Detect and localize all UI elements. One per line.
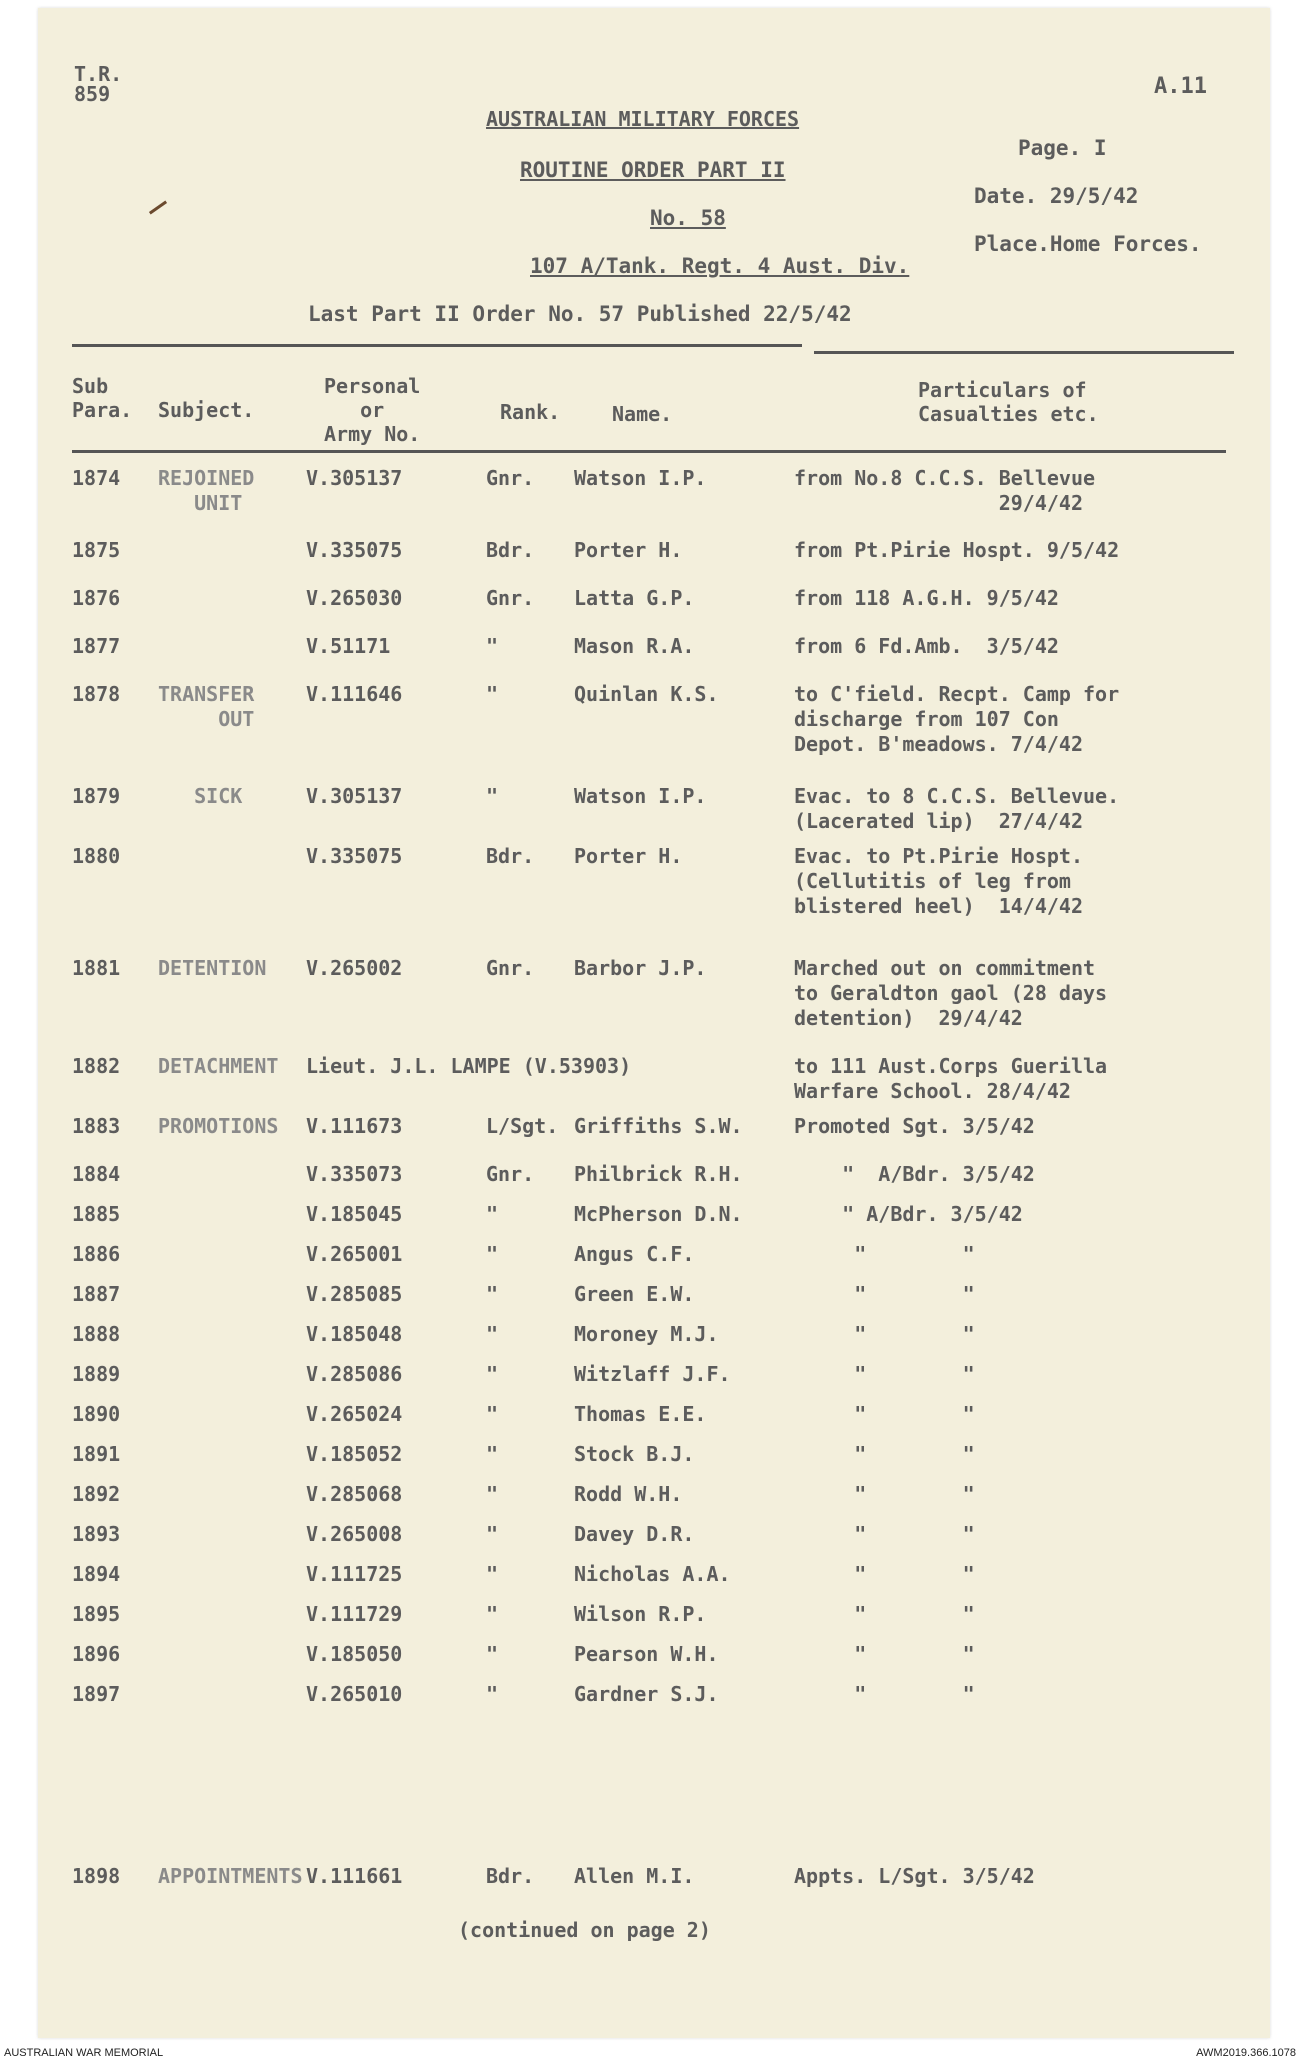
army-number-cell: V.265030 bbox=[306, 586, 403, 610]
sub-para-number: 1880 bbox=[72, 844, 121, 868]
army-number-cell: V.335075 bbox=[306, 844, 403, 868]
name-cell: Mason R.A. bbox=[574, 634, 695, 658]
army-number-cell: V.335073 bbox=[306, 1162, 403, 1186]
continued-note: (continued on page 2) bbox=[458, 1918, 711, 1942]
document-page bbox=[38, 8, 1270, 2038]
rank-cell: " bbox=[486, 1482, 499, 1506]
rank-cell: " bbox=[486, 634, 499, 658]
particulars-cell: from Pt.Pirie Hospt. 9/5/42 bbox=[794, 538, 1120, 562]
rank-cell: " bbox=[486, 1202, 499, 1226]
name-cell: Moroney M.J. bbox=[574, 1322, 719, 1346]
reference-code bbox=[74, 64, 122, 104]
army-number-cell: V.285086 bbox=[306, 1362, 403, 1386]
sub-para-number: 1897 bbox=[72, 1682, 121, 1706]
table-row bbox=[38, 1362, 1270, 1402]
table-row bbox=[38, 1054, 1270, 1103]
rank-cell: " bbox=[486, 682, 499, 706]
rank-cell: Bdr. bbox=[486, 844, 535, 868]
page-label: Page. I bbox=[1018, 136, 1107, 160]
table-row bbox=[38, 1562, 1270, 1602]
particulars-cell: Evac. to Pt.Pirie Hospt. (Cellutitis of leg from blistered heel) 14/4/42 bbox=[794, 844, 1083, 918]
particulars-cell: to C'field. Recpt. Camp for discharge from 107 Con Depot. B'meadows. 7/4/42 bbox=[794, 682, 1120, 756]
name-cell: Witzlaff J.F. bbox=[574, 1362, 731, 1386]
particulars-cell: " " bbox=[794, 1242, 975, 1266]
footer-right: AWM2019.366.1078 bbox=[1196, 2047, 1296, 2059]
particulars-cell: " " bbox=[794, 1482, 975, 1506]
name-cell: Griffiths S.W. bbox=[574, 1114, 743, 1138]
sub-para-number: 1876 bbox=[72, 586, 121, 610]
sub-para-number: 1894 bbox=[72, 1562, 121, 1586]
sub-para-number: 1882 bbox=[72, 1054, 121, 1078]
army-number-cell: V.265001 bbox=[306, 1242, 403, 1266]
army-number-cell: V.111673 bbox=[306, 1114, 403, 1138]
table-row bbox=[38, 586, 1270, 626]
sub-para-number: 1878 bbox=[72, 682, 121, 706]
subject-cell: SICK bbox=[158, 784, 243, 808]
particulars-cell: Evac. to 8 C.C.S. Bellevue. (Lacerated lip) 27/4/42 bbox=[794, 784, 1120, 833]
sub-para-number: 1887 bbox=[72, 1282, 121, 1306]
rank-cell: " bbox=[486, 1642, 499, 1666]
rank-cell: " bbox=[486, 1682, 499, 1706]
rank-cell: " bbox=[486, 1562, 499, 1586]
subject-cell: TRANSFER OUT bbox=[158, 682, 255, 731]
army-number-cell: V.265002 bbox=[306, 956, 403, 980]
sub-para-number: 1884 bbox=[72, 1162, 121, 1186]
place-label: Place.Home Forces. bbox=[974, 232, 1202, 256]
table-row bbox=[38, 634, 1270, 674]
particulars-cell: from 118 A.G.H. 9/5/42 bbox=[794, 586, 1059, 610]
particulars-cell: " " bbox=[794, 1682, 975, 1706]
rank-cell: Bdr. bbox=[486, 1864, 535, 1888]
particulars-cell: " " bbox=[794, 1402, 975, 1426]
order-number: No. 58 bbox=[650, 206, 726, 230]
table-row bbox=[38, 1642, 1270, 1682]
table-row bbox=[38, 538, 1270, 578]
sub-para-number: 1896 bbox=[72, 1642, 121, 1666]
col-particulars: Particulars of Casualties etc. bbox=[918, 378, 1099, 426]
table-row bbox=[38, 1282, 1270, 1322]
rank-cell: Bdr. bbox=[486, 538, 535, 562]
rank-cell: " bbox=[486, 1282, 499, 1306]
table-row bbox=[38, 1202, 1270, 1242]
army-number-cell: V.51171 bbox=[306, 634, 391, 658]
particulars-cell: " " bbox=[794, 1362, 975, 1386]
name-cell: Angus C.F. bbox=[574, 1242, 695, 1266]
name-cell: Watson I.P. bbox=[574, 784, 707, 808]
rank-cell: Gnr. bbox=[486, 956, 535, 980]
particulars-cell: " " bbox=[794, 1522, 975, 1546]
column-rule bbox=[72, 450, 1226, 453]
sub-para-number: 1890 bbox=[72, 1402, 121, 1426]
sub-para-number: 1891 bbox=[72, 1442, 121, 1466]
col-name: Name. bbox=[612, 402, 673, 426]
col-army-no: Personal or Army No. bbox=[324, 374, 421, 446]
name-cell: Thomas E.E. bbox=[574, 1402, 707, 1426]
name-cell: Latta G.P. bbox=[574, 586, 695, 610]
subject-cell: APPOINTMENTS bbox=[158, 1864, 303, 1888]
rank-cell: " bbox=[486, 1362, 499, 1386]
army-number-cell: V.111646 bbox=[306, 682, 403, 706]
name-cell: Wilson R.P. bbox=[574, 1602, 707, 1626]
sub-para-number: 1881 bbox=[72, 956, 121, 980]
army-number-cell: V.285068 bbox=[306, 1482, 403, 1506]
particulars-cell: Marched out on commitment to Geraldton gaol (28 days detention) 29/4/42 bbox=[794, 956, 1108, 1030]
army-number-cell: V.111661 bbox=[306, 1864, 403, 1888]
army-number-cell: V.305137 bbox=[306, 784, 403, 808]
name-cell: Watson I.P. bbox=[574, 466, 707, 490]
name-cell: Porter H. bbox=[574, 844, 683, 868]
rank-cell: " bbox=[486, 1602, 499, 1626]
unit-title: 107 A/Tank. Regt. 4 Aust. Div. bbox=[530, 254, 910, 278]
name-cell: Davey D.R. bbox=[574, 1522, 695, 1546]
sub-para-number: 1886 bbox=[72, 1242, 121, 1266]
rank-cell: Gnr. bbox=[486, 466, 535, 490]
last-order-line: Last Part II Order No. 57 Published 22/5/42 bbox=[308, 302, 852, 326]
army-number-cell: V.185050 bbox=[306, 1642, 403, 1666]
army-number-cell: V.265010 bbox=[306, 1682, 403, 1706]
order-type: ROUTINE ORDER PART II bbox=[520, 158, 786, 182]
name-cell: Philbrick R.H. bbox=[574, 1162, 743, 1186]
table-row bbox=[38, 1482, 1270, 1522]
subject-cell: PROMOTIONS bbox=[158, 1114, 279, 1138]
army-number-cell: V.285085 bbox=[306, 1282, 403, 1306]
rank-cell: Gnr. bbox=[486, 1162, 535, 1186]
name-cell: Green E.W. bbox=[574, 1282, 695, 1306]
org-title: AUSTRALIAN MILITARY FORCES bbox=[486, 107, 800, 131]
date-label: Date. 29/5/42 bbox=[974, 184, 1139, 208]
name-cell: McPherson D.N. bbox=[574, 1202, 743, 1226]
name-cell: Pearson W.H. bbox=[574, 1642, 719, 1666]
particulars-cell: from No.8 C.C.S. Bellevue 29/4/42 bbox=[794, 466, 1096, 515]
sub-para-number: 1874 bbox=[72, 466, 121, 490]
particulars-cell: " " bbox=[794, 1602, 975, 1626]
table-row bbox=[38, 844, 1270, 918]
header-rule-right bbox=[814, 351, 1234, 354]
name-cell: Allen M.I. bbox=[574, 1864, 695, 1888]
particulars-cell: " " bbox=[794, 1642, 975, 1666]
footer-left: AUSTRALIAN WAR MEMORIAL bbox=[4, 2047, 164, 2059]
reference-number: 859 bbox=[74, 82, 111, 106]
name-cell: Porter H. bbox=[574, 538, 683, 562]
particulars-cell: Promoted Sgt. 3/5/42 bbox=[794, 1114, 1035, 1138]
table-row bbox=[38, 1442, 1270, 1482]
table-row bbox=[38, 1322, 1270, 1362]
sub-para-number: 1898 bbox=[72, 1864, 121, 1888]
rank-cell: " bbox=[486, 1402, 499, 1426]
sub-para-number: 1879 bbox=[72, 784, 121, 808]
name-cell: Stock B.J. bbox=[574, 1442, 695, 1466]
army-number-cell: V.185048 bbox=[306, 1322, 403, 1346]
army-number-cell: V.111729 bbox=[306, 1602, 403, 1626]
sub-para-number: 1875 bbox=[72, 538, 121, 562]
table-row bbox=[38, 1682, 1270, 1722]
particulars-cell: " " bbox=[794, 1442, 975, 1466]
table-row bbox=[38, 682, 1270, 756]
army-number-cell: V.185045 bbox=[306, 1202, 403, 1226]
table-row bbox=[38, 1242, 1270, 1282]
name-cell: Nicholas A.A. bbox=[574, 1562, 731, 1586]
army-number-cell: V.265024 bbox=[306, 1402, 403, 1426]
subject-cell: REJOINED UNIT bbox=[158, 466, 255, 515]
sub-para-number: 1889 bbox=[72, 1362, 121, 1386]
reference-tr: T.R. bbox=[74, 62, 123, 86]
subject-cell: DETENTION bbox=[158, 956, 267, 980]
particulars-cell: " " bbox=[794, 1282, 975, 1306]
particulars-cell: " " bbox=[794, 1322, 975, 1346]
name-cell: Barbor J.P. bbox=[574, 956, 707, 980]
rank-cell: " bbox=[486, 1442, 499, 1466]
particulars-cell: " A/Bdr. 3/5/42 bbox=[794, 1162, 1035, 1186]
name-cell: Quinlan K.S. bbox=[574, 682, 719, 706]
sub-para-number: 1883 bbox=[72, 1114, 121, 1138]
header-rule-left bbox=[72, 344, 802, 347]
rank-cell: L/Sgt. bbox=[486, 1114, 559, 1138]
rank-cell: " bbox=[486, 1242, 499, 1266]
subject-cell: DETACHMENT bbox=[158, 1054, 279, 1078]
table-row bbox=[38, 956, 1270, 1030]
particulars-cell: to 111 Aust.Corps Guerilla Warfare School. 28/4/42 bbox=[794, 1054, 1108, 1103]
col-subject: Subject. bbox=[158, 398, 255, 422]
table-row bbox=[38, 1402, 1270, 1442]
particulars-cell: " " bbox=[794, 1562, 975, 1586]
army-number-cell: Lieut. J.L. LAMPE (V.53903) bbox=[306, 1054, 632, 1078]
table-row bbox=[38, 1864, 1270, 1904]
rank-cell: " bbox=[486, 1322, 499, 1346]
sub-para-number: 1888 bbox=[72, 1322, 121, 1346]
army-number-cell: V.335075 bbox=[306, 538, 403, 562]
col-sub-para: Sub Para. bbox=[72, 374, 133, 422]
army-number-cell: V.111725 bbox=[306, 1562, 403, 1586]
sub-para-number: 1893 bbox=[72, 1522, 121, 1546]
table-row bbox=[38, 466, 1270, 515]
table-row bbox=[38, 1602, 1270, 1642]
name-cell: Gardner S.J. bbox=[574, 1682, 719, 1706]
table-row bbox=[38, 1114, 1270, 1154]
army-number-cell: V.185052 bbox=[306, 1442, 403, 1466]
army-number-cell: V.265008 bbox=[306, 1522, 403, 1546]
col-rank: Rank. bbox=[500, 400, 561, 424]
sub-para-number: 1892 bbox=[72, 1482, 121, 1506]
table-row bbox=[38, 1522, 1270, 1562]
table-row bbox=[38, 784, 1270, 833]
rank-cell: " bbox=[486, 784, 499, 808]
sheet-code: A.11 bbox=[1154, 74, 1207, 99]
sub-para-number: 1885 bbox=[72, 1202, 121, 1226]
rank-cell: " bbox=[486, 1522, 499, 1546]
particulars-cell: from 6 Fd.Amb. 3/5/42 bbox=[794, 634, 1059, 658]
ink-mark bbox=[149, 201, 167, 215]
particulars-cell: " A/Bdr. 3/5/42 bbox=[794, 1202, 1023, 1226]
table-row bbox=[38, 1162, 1270, 1202]
rank-cell: Gnr. bbox=[486, 586, 535, 610]
army-number-cell: V.305137 bbox=[306, 466, 403, 490]
sub-para-number: 1895 bbox=[72, 1602, 121, 1626]
sub-para-number: 1877 bbox=[72, 634, 121, 658]
name-cell: Rodd W.H. bbox=[574, 1482, 683, 1506]
particulars-cell: Appts. L/Sgt. 3/5/42 bbox=[794, 1864, 1035, 1888]
